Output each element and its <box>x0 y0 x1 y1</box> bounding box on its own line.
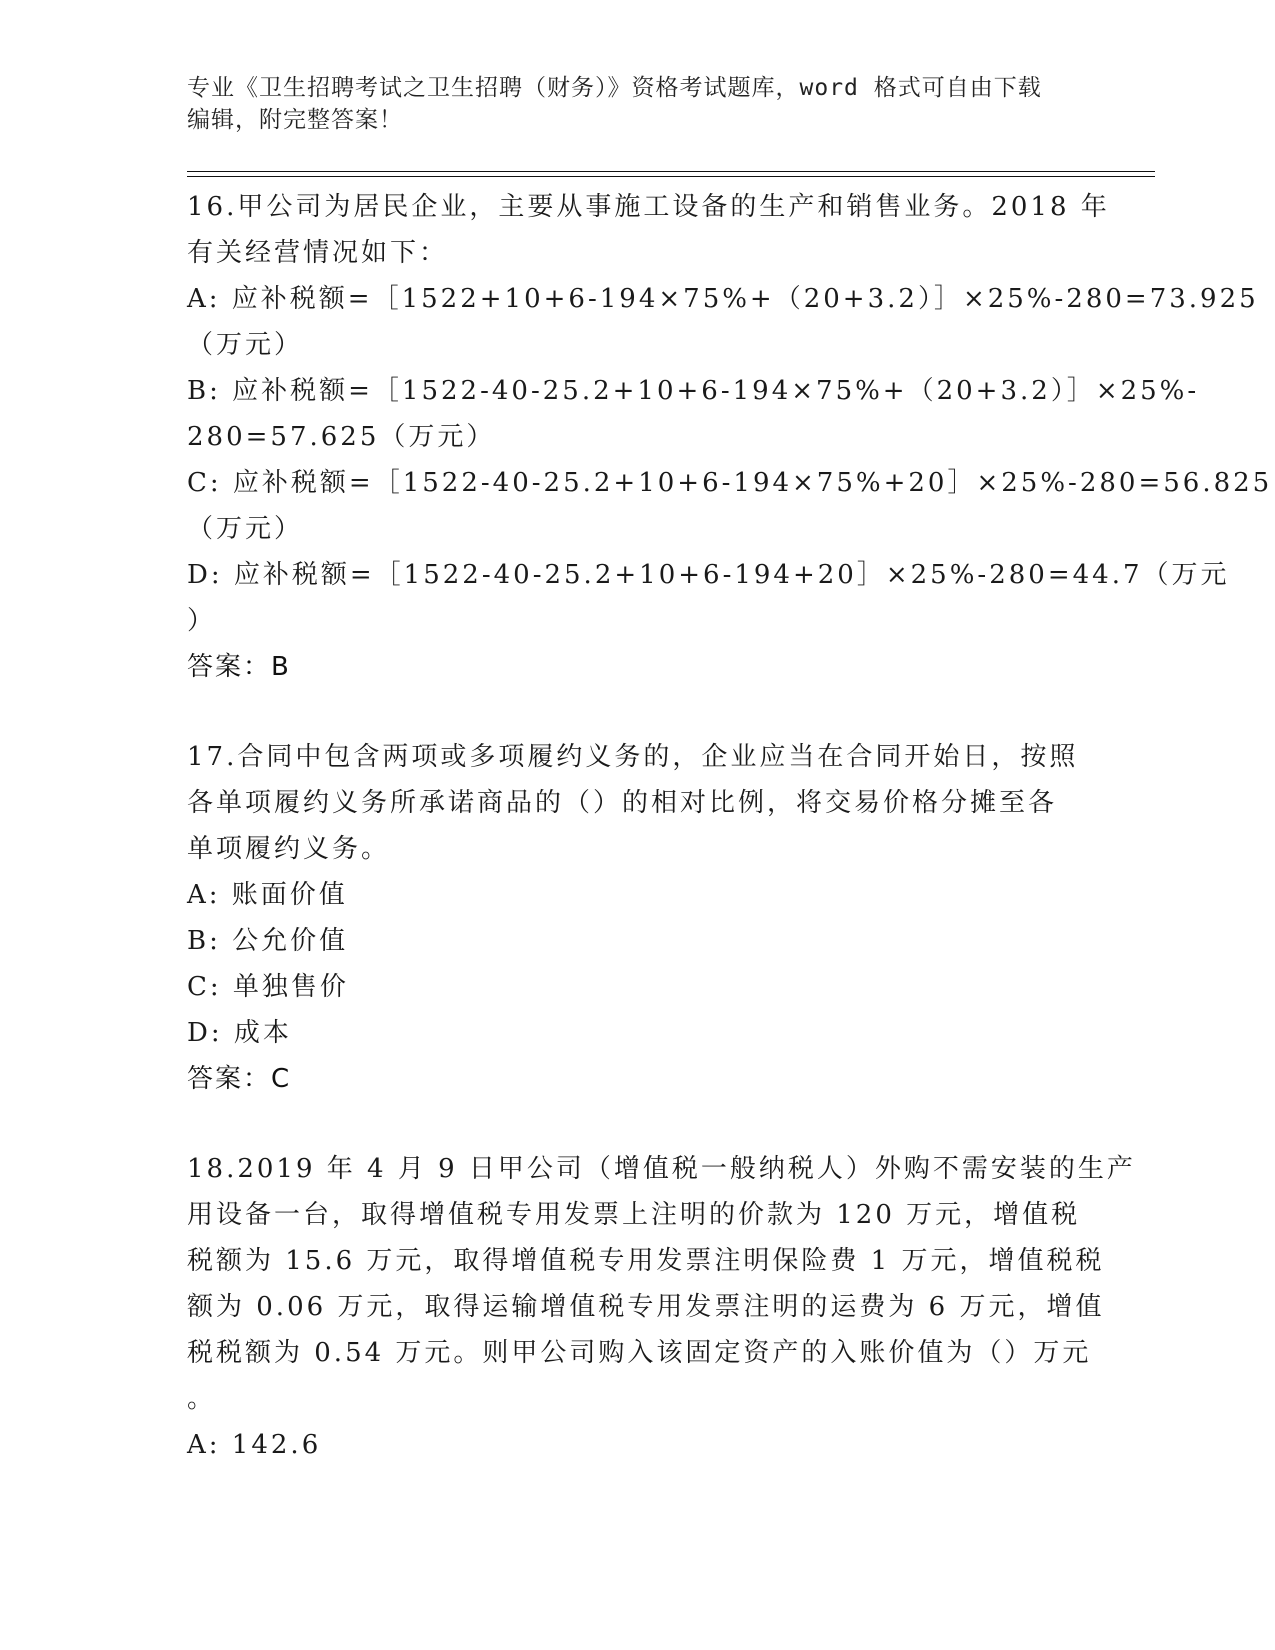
header-rule-top <box>187 171 1155 172</box>
question-17 <box>187 734 1087 1056</box>
document-body <box>187 184 1273 1468</box>
question-16-line: 有关经营情况如下： <box>187 238 449 268</box>
question-16-option-d: D: 应补税额=［1522-40-25.2+10+6-194+20］×25%-280=44.7（万元 <box>187 560 1230 590</box>
question-17-option-c: C: 单独售价 <box>187 972 349 1002</box>
question-18-line: 额为 0.06 万元，取得运输增值税专用发票注明的运费为 6 万元，增值 <box>187 1292 1105 1322</box>
question-16-option-a-cont: （万元） <box>187 330 304 360</box>
question-17-line: 单项履约义务。 <box>187 834 391 864</box>
question-17-line: 17.合同中包含两项或多项履约义务的，企业应当在合同开始日，按照 <box>187 742 1079 772</box>
question-16-answer: 答案：B <box>187 652 291 682</box>
question-18 <box>187 1146 1136 1468</box>
question-18-line: 税额为 15.6 万元，取得增值税专用发票注明保险费 1 万元，增值税税 <box>187 1246 1105 1276</box>
question-16-option-c-cont: （万元） <box>187 514 304 544</box>
question-16-option-d-cont: ） <box>187 606 217 636</box>
question-16-option-c: C: 应补税额=［1522-40-25.2+10+6-194×75%+20］×25%-280=56.825 <box>187 468 1273 498</box>
header-line-1: 专业《卫生招聘考试之卫生招聘（财务）》资格考试题库，word 格式可自由下载 <box>187 75 1042 101</box>
question-17-option-b: B: 公允价值 <box>187 926 349 956</box>
question-18-line: 18.2019 年 4 月 9 日甲公司（增值税一般纳税人）外购不需安装的生产 <box>187 1154 1136 1184</box>
question-17-line: 各单项履约义务所承诺商品的（）的相对比例，将交易价格分摊至各 <box>187 788 1058 818</box>
question-17-answer: 答案：C <box>187 1064 292 1094</box>
question-16-line: 16.甲公司为居民企业，主要从事施工设备的生产和销售业务。2018 年 <box>187 192 1110 222</box>
question-18-line: 税税额为 0.54 万元。则甲公司购入该固定资产的入账价值为（）万元 <box>187 1338 1092 1368</box>
question-16-option-b: B: 应补税额=［1522-40-25.2+10+6-194×75%+（20+3.2）］×25%- <box>187 376 1200 406</box>
question-17-option-d: D: 成本 <box>187 1018 292 1048</box>
header-rule-bottom <box>187 176 1155 177</box>
question-16 <box>187 184 1273 644</box>
document-header <box>187 72 1087 136</box>
question-18-line: 。 <box>187 1384 217 1414</box>
question-17-option-a: A: 账面价值 <box>187 880 348 910</box>
question-18-option-a: A: 142.6 <box>187 1430 322 1460</box>
header-line-2: 编辑，附完整答案！ <box>187 107 403 133</box>
question-18-line: 用设备一台，取得增值税专用发票上注明的价款为 120 万元，增值税 <box>187 1200 1081 1230</box>
question-16-option-a: A: 应补税额=［1522+10+6-194×75%+（20+3.2）］×25%-280=73.925 <box>187 284 1259 314</box>
question-16-option-b-cont: 280=57.625（万元） <box>187 422 496 452</box>
